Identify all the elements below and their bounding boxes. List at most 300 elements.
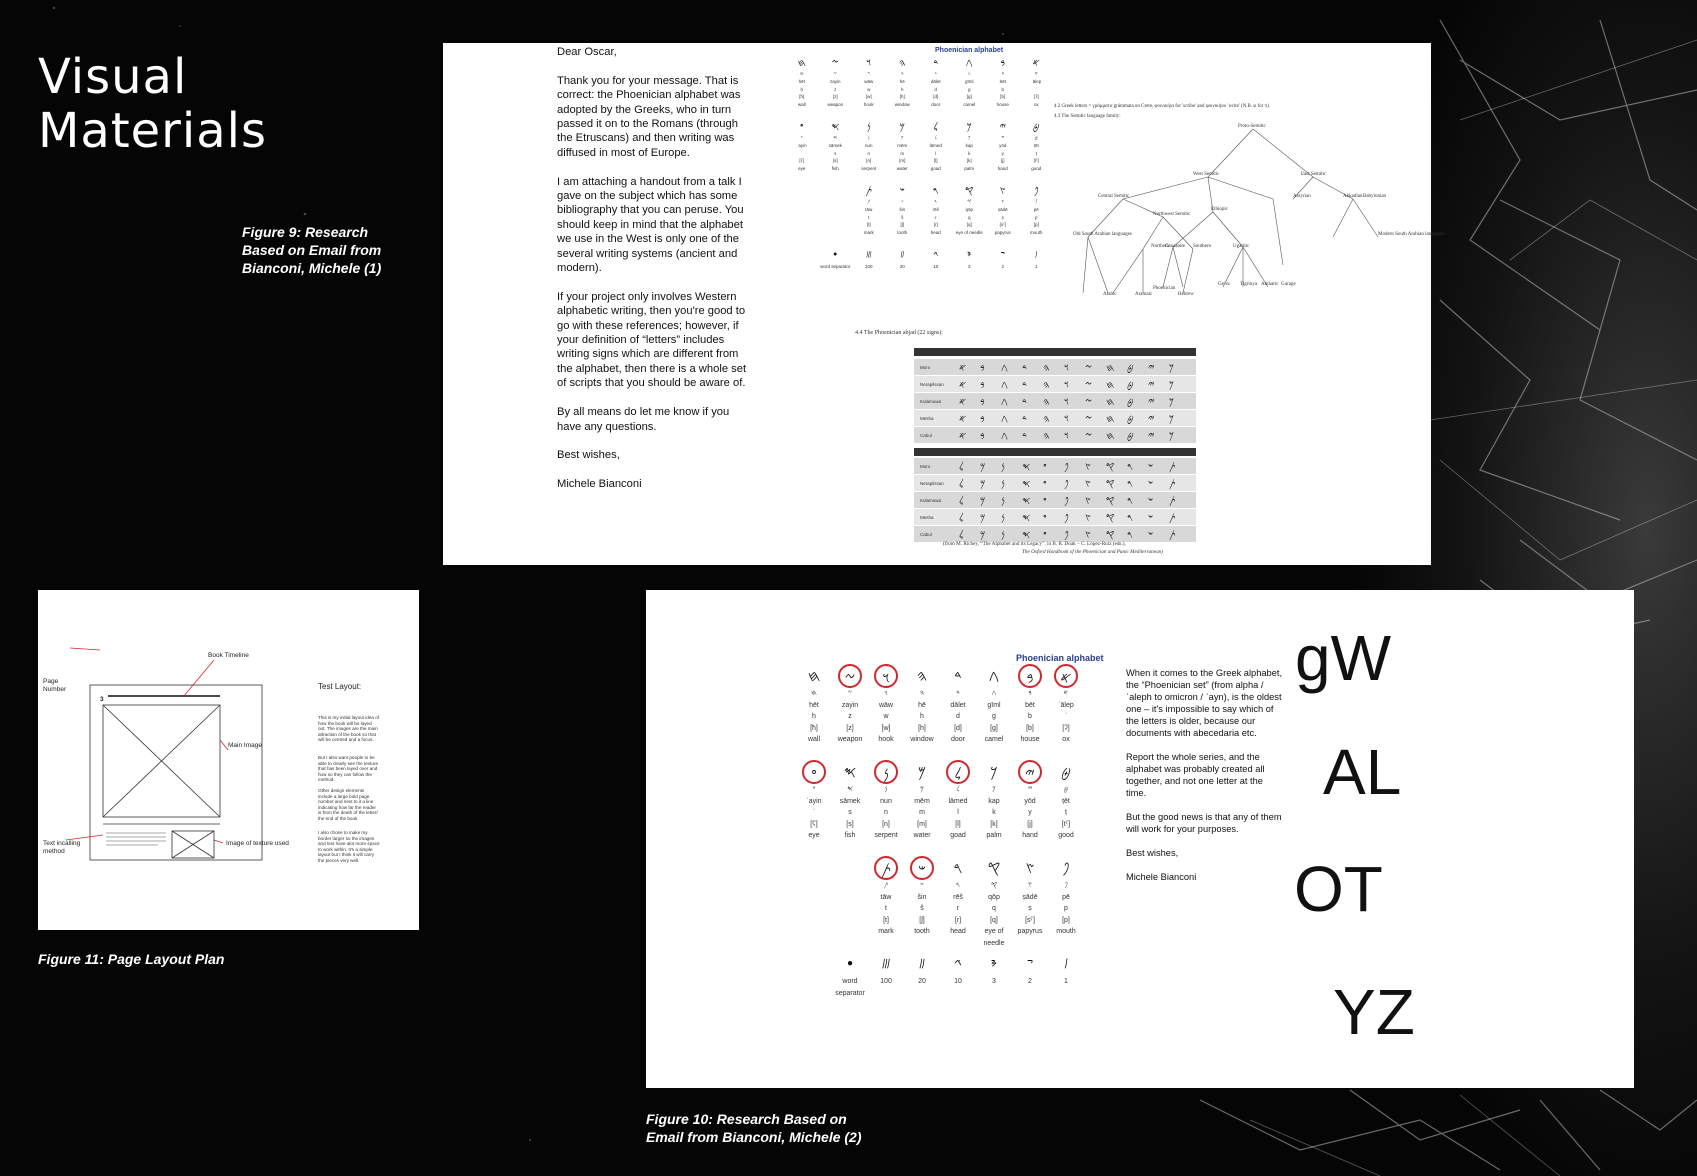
- abjad-glyph: 𐤋: [959, 513, 964, 524]
- abjad-row-label: Cabul: [920, 532, 932, 537]
- glyph-detail: l: [957, 809, 959, 816]
- phoenician-glyph: 𐤉: [999, 122, 1006, 133]
- abjad-glyph: 𐤏: [1043, 462, 1047, 473]
- glyph-detail: water: [913, 832, 931, 839]
- alphabet-letter: [919, 57, 953, 108]
- glyph-detail: papyrus: [994, 229, 1011, 235]
- alphabet-letter: [1020, 57, 1054, 108]
- glyph-variant: 𐤈: [1034, 136, 1038, 141]
- glyph-detail: [sˤ]: [1025, 916, 1035, 924]
- alphabet-letter: [868, 664, 904, 746]
- phoenician-glyph: 𐤐: [1062, 859, 1070, 877]
- phoenician-alphabet-table: [796, 664, 1096, 1004]
- abjad-glyph: 𐤈: [1127, 397, 1134, 408]
- abjad-glyph: 𐤒: [1106, 479, 1115, 490]
- tree-node-label: Babylonian: [1363, 194, 1387, 199]
- excerpt-paragraph: But the good news is that any of them will work for your purposes.: [1126, 812, 1282, 834]
- glyph-detail: mēm: [897, 143, 908, 149]
- alphabet-letter: [904, 664, 940, 746]
- abjad-glyph: 𐤑: [1085, 479, 1091, 490]
- abjad-row-bg: [914, 475, 1196, 491]
- glyph-detail: [ʔ]: [1062, 724, 1070, 732]
- glyph-detail: eye: [808, 832, 820, 839]
- phoenician-glyph: 𐤑: [999, 186, 1006, 197]
- alphabet-letter: [1012, 856, 1048, 938]
- phoenician-glyph: 𐤙: [933, 250, 939, 261]
- glyph-detail: tāw: [865, 207, 873, 213]
- alphabet-letter: [819, 57, 853, 108]
- abjad-glyph: 𐤅: [1064, 397, 1069, 408]
- abjad-glyph: 𐤂: [1001, 397, 1008, 408]
- phoenician-glyph: 𐤌: [899, 122, 905, 133]
- glyph-variant: 𐤔: [920, 881, 924, 889]
- abjad-glyph: 𐤋: [959, 530, 964, 541]
- abjad-glyph: 𐤎: [1022, 513, 1031, 524]
- glyph-detail: window: [894, 101, 910, 107]
- glyph-detail: [sˤ]: [999, 222, 1006, 228]
- abjad-glyph: 𐤈: [1127, 431, 1134, 442]
- glyph-detail: pē: [1033, 207, 1039, 213]
- phoenician-glyph: 𐤀: [1054, 664, 1078, 688]
- alphabet-letter: [904, 856, 940, 938]
- phoenician-glyph: 𐤊: [966, 122, 972, 133]
- alphabet-letter: [919, 185, 953, 236]
- glyph-detail: bēt: [1025, 701, 1035, 709]
- tree-node-label: Proto-Semitic: [1238, 124, 1266, 129]
- glyph-detail: [g]: [966, 94, 972, 100]
- abjad-glyph: 𐤁: [980, 414, 985, 425]
- abjad-glyph: 𐤔: [1148, 496, 1154, 507]
- abjad-glyph: 𐤎: [1022, 462, 1031, 473]
- phoenician-glyph: 𐤄: [916, 667, 928, 685]
- glyph-variant: 𐤏: [800, 136, 803, 141]
- glyph-detail: [z]: [846, 724, 854, 732]
- abjad-glyph: 𐤕: [1169, 479, 1176, 490]
- tree-node-label: Gurage: [1281, 282, 1296, 287]
- layout-note: This is my initial layout idea of how the book will be layed out. The images are the main attraction of the book so that will be centred and a focus.: [318, 715, 380, 743]
- abjad-glyph: 𐤄: [1043, 397, 1050, 408]
- glyph-detail: palm: [986, 832, 1002, 839]
- abjad-glyph: 𐤄: [1043, 380, 1050, 391]
- phoenician-glyph: 𐤗: [1026, 955, 1034, 973]
- glyph-variant: 𐤕: [867, 200, 871, 205]
- alphabet-letter: [886, 121, 920, 172]
- test-layout-heading: Test Layout:: [318, 682, 362, 691]
- glyph-variant: 𐤃: [934, 72, 937, 77]
- alphabet-letter: [940, 760, 976, 842]
- glyph-detail: hand: [997, 165, 1008, 171]
- abjad-glyph: 𐤕: [1169, 513, 1176, 524]
- alphabet-letter: [953, 185, 987, 236]
- abjad-glyph: 𐤍: [1001, 530, 1005, 541]
- phoenician-abjad-table: [914, 348, 1196, 541]
- texture-image-label: Image of texture used: [226, 840, 289, 847]
- glyph-detail: papyrus: [1017, 928, 1043, 935]
- glyph-variant: 𐤁: [1028, 689, 1032, 697]
- phoenician-glyph: 𐤒: [965, 186, 974, 197]
- glyph-detail: [z]: [832, 94, 838, 100]
- glyph-detail: [k]: [966, 158, 972, 164]
- tree-node-label: Central Semitic: [1098, 194, 1130, 199]
- glyph-detail: [g]: [990, 724, 998, 732]
- glyph-detail: k: [992, 809, 996, 816]
- glyph-detail: door: [950, 736, 965, 743]
- phoenician-glyph: 𐤃: [954, 667, 962, 685]
- abjad-glyph: 𐤃: [1022, 380, 1027, 391]
- glyph-variant: 𐤌: [901, 136, 904, 141]
- glyph-detail: g: [992, 713, 996, 720]
- glyph-variant: 𐤔: [901, 200, 904, 205]
- abjad-glyph: 𐤍: [1001, 513, 1005, 524]
- glyph-detail: ḥ: [812, 713, 816, 720]
- abjad-glyph: 𐤀: [959, 363, 967, 374]
- glyph-detail: eye of needle: [983, 928, 1005, 947]
- glyph-detail: n: [884, 809, 888, 816]
- phoenician-glyph: •: [832, 250, 839, 261]
- glyph-detail: [b]: [1000, 94, 1006, 100]
- glyph-detail: ʿayin: [796, 143, 807, 149]
- abjad-glyph: 𐤂: [1001, 380, 1008, 391]
- tree-note-2: 4.3 The Semitic language family:: [1054, 114, 1121, 119]
- figure-9-caption: Figure 9: Research Based on Email from Bianconi, Michele (1): [242, 224, 382, 276]
- glyph-detail: hand: [1022, 832, 1038, 839]
- alphabet-letter: [919, 249, 953, 270]
- glyph-detail: š: [920, 905, 924, 912]
- glyph-detail: y: [1001, 150, 1004, 156]
- glyph-variant: 𐤀: [1063, 689, 1069, 697]
- abjad-glyph: 𐤓: [1127, 479, 1133, 490]
- abjad-glyph: 𐤊: [1169, 380, 1174, 391]
- glyph-detail: kap: [965, 143, 973, 149]
- abjad-glyph: 𐤏: [1043, 496, 1047, 507]
- abjad-glyph: 𐤁: [980, 431, 985, 442]
- abjad-glyph: 𐤊: [1169, 363, 1174, 374]
- glyph-detail: ṣ: [1001, 214, 1004, 220]
- layout-note: Other design elements include a large bold page number and next to it a line indicating how far the reader is from the death of the letter/ the end of the book.: [318, 788, 378, 821]
- abjad-glyph: 𐤉: [1148, 431, 1155, 442]
- abjad-glyph: 𐤀: [959, 431, 967, 442]
- glyph-detail: lāmed: [948, 797, 968, 805]
- glyph-detail: hē: [918, 701, 926, 709]
- alphabet-letter: [886, 185, 920, 236]
- abjad-glyph: 𐤍: [1001, 496, 1005, 507]
- glyph-detail: 1: [1064, 978, 1068, 985]
- glyph-detail: goad: [930, 165, 941, 171]
- abjad-glyph: 𐤇: [1106, 380, 1115, 391]
- abjad-row-bg: [914, 492, 1196, 508]
- phoenician-glyph: 𐤈: [1061, 763, 1071, 781]
- alphabet-letter: [904, 952, 940, 988]
- letter-closing: Best wishes,: [557, 449, 620, 462]
- glyph-detail: yōd: [1024, 797, 1036, 805]
- abjad-glyph: 𐤐: [1064, 479, 1069, 490]
- glyph-variant: 𐤋: [956, 785, 960, 793]
- alphabet-table-title: Phoenician alphabet: [1016, 653, 1104, 663]
- letter-pair: AL: [1323, 736, 1402, 808]
- glyph-detail: wall: [807, 736, 821, 743]
- phoenician-glyph: 𐤕: [865, 186, 873, 197]
- glyph-detail: word separator: [835, 978, 865, 997]
- phoenician-glyph: 𐤅: [874, 664, 898, 688]
- glyph-variant: 𐤈: [1063, 785, 1069, 793]
- abjad-glyph: 𐤄: [1043, 431, 1050, 442]
- glyph-detail: gīml: [987, 701, 1001, 709]
- tree-node-label: Hebrew: [1178, 292, 1194, 297]
- phoenician-glyph: 𐤈: [1032, 122, 1040, 133]
- glyph-detail: [n]: [882, 820, 890, 828]
- alphabet-letter: [796, 664, 832, 746]
- glyph-detail: serpent: [874, 832, 898, 839]
- abjad-glyph: 𐤏: [1043, 513, 1047, 524]
- abjad-glyph: 𐤉: [1148, 397, 1155, 408]
- small-alphabet-table: [785, 57, 1055, 297]
- figure-11-panel: [38, 590, 419, 930]
- glyph-detail: [j]: [1000, 158, 1005, 164]
- alphabet-letter: [819, 249, 853, 270]
- tree-node-label: Ethiopic: [1211, 207, 1228, 212]
- glyph-variant: 𐤊: [992, 785, 996, 793]
- glyph-detail: ʾ: [1035, 86, 1037, 92]
- abjad-label: 4.4 The Phoenician abjad (22 signs):: [855, 330, 943, 336]
- glyph-detail: ṣ: [1028, 905, 1032, 912]
- letter-pair: YZ: [1333, 976, 1415, 1048]
- letter-paragraph: Thank you for your message. That is correct: the Phoenician alphabet was adopted by the Greeks, who in turn passed it on to the Romans (through the Etruscans) and then writing was diffused in most of Europe.: [557, 74, 741, 159]
- glyph-detail: p: [1064, 905, 1068, 912]
- glyph-detail: sāmek: [839, 797, 861, 805]
- abjad-glyph: 𐤊: [1169, 431, 1174, 442]
- glyph-detail: camel: [984, 736, 1004, 743]
- glyph-detail: fish: [831, 165, 839, 171]
- abjad-glyph: 𐤉: [1148, 414, 1155, 425]
- glyph-detail: kap: [988, 797, 1000, 805]
- phoenician-glyph: 𐤆: [838, 664, 862, 688]
- glyph-detail: ʿ: [812, 809, 816, 816]
- glyph-detail: zayin: [829, 79, 841, 85]
- glyph-detail: h: [920, 713, 924, 720]
- glyph-detail: ṣādē: [997, 207, 1008, 213]
- glyph-detail: m: [900, 150, 905, 156]
- abjad-glyph: 𐤋: [959, 462, 964, 473]
- page-number-value: 3: [100, 696, 104, 703]
- glyph-detail: s: [834, 150, 837, 156]
- phoenician-glyph: 𐤎: [831, 122, 840, 133]
- alphabet-letter: [1048, 664, 1084, 746]
- glyph-detail: wāw: [878, 701, 893, 709]
- glyph-variant: 𐤄: [919, 689, 925, 697]
- glyph-detail: pē: [1062, 893, 1070, 901]
- phoenician-glyph: 𐤆: [831, 58, 839, 69]
- alphabet-letter: [819, 121, 853, 172]
- glyph-detail: [t]: [866, 222, 871, 228]
- abjad-glyph: 𐤆: [1085, 380, 1093, 391]
- abjad-glyph: 𐤔: [1148, 530, 1154, 541]
- abjad-glyph: 𐤁: [980, 380, 985, 391]
- abjad-glyph: 𐤌: [980, 479, 986, 490]
- phoenician-glyph: 𐤒: [987, 859, 1001, 877]
- glyph-detail: 20: [918, 978, 926, 985]
- glyph-detail: d: [934, 86, 937, 92]
- glyph-detail: camel: [963, 101, 976, 107]
- glyph-detail: [l]: [933, 158, 938, 164]
- glyph-detail: head: [930, 229, 941, 235]
- glyph-detail: weapon: [837, 736, 863, 743]
- abjad-row-label: Moro: [920, 464, 931, 469]
- glyph-detail: eye of needle: [955, 229, 983, 235]
- abjad-glyph: 𐤔: [1148, 479, 1154, 490]
- phoenician-glyph: 𐤑: [1025, 859, 1035, 877]
- abjad-glyph: 𐤅: [1064, 431, 1069, 442]
- phoenician-glyph: 𐤍: [874, 760, 898, 784]
- glyph-detail: ṣādē: [1022, 893, 1038, 901]
- alphabet-letter: [986, 57, 1020, 108]
- email-excerpt: [1126, 667, 1284, 895]
- glyph-variant: 𐤋: [934, 136, 937, 141]
- alphabet-letter: [940, 664, 976, 746]
- glyph-detail: s: [848, 809, 852, 816]
- abjad-glyph: 𐤎: [1022, 479, 1031, 490]
- phoenician-glyph: 𐤏: [802, 760, 826, 784]
- glyph-detail: z: [848, 713, 852, 720]
- page-number-label: Page Number: [43, 678, 67, 693]
- phoenician-glyph: 𐤉: [1018, 760, 1042, 784]
- glyph-detail: [k]: [990, 820, 998, 828]
- abjad-glyph: 𐤑: [1085, 462, 1091, 473]
- alphabet-letter: [852, 121, 886, 172]
- glyph-detail: [m]: [917, 820, 927, 828]
- glyph-detail: 2: [1001, 264, 1004, 269]
- alphabet-letter: [852, 57, 886, 108]
- alphabet-letter: [1048, 856, 1084, 938]
- glyph-detail: lāmed: [929, 143, 942, 149]
- abjad-row-label: Nerapilssan: [920, 481, 944, 486]
- glyph-detail: ʾālep: [1058, 701, 1074, 709]
- letter-paragraph: I am attaching a handout from a talk I gave on the subject which has some bibliography that you can peruse. You should keep in mind that the alphabet we use in the West is only one of the several writing systems (ancient and modern).: [557, 175, 744, 275]
- glyph-variant: 𐤃: [956, 689, 960, 697]
- letter-paragraph: If your project only involves Western alphabetic writing, then you're good to go with these references; however, if your definition of “letters” includes writing signs which are different from the alphabet, then there is a whole set of scripts that you should be aware of.: [557, 290, 747, 390]
- glyph-detail: š: [901, 214, 904, 220]
- glyph-detail: [r]: [954, 916, 962, 924]
- glyph-variant: 𐤇: [811, 689, 817, 697]
- glyph-detail: [p]: [1033, 222, 1039, 228]
- phoenician-glyph: 𐤀: [1032, 58, 1040, 69]
- glyph-detail: ḥ: [800, 86, 803, 92]
- abjad-glyph: 𐤔: [1148, 462, 1154, 473]
- glyph-detail: q: [967, 214, 971, 220]
- glyph-detail: r: [935, 214, 937, 220]
- alphabet-letter: [832, 760, 868, 842]
- glyph-variant: 𐤕: [883, 881, 889, 889]
- phoenician-glyph: 𐤋: [946, 760, 970, 784]
- glyph-detail: house: [996, 101, 1009, 107]
- alphabet-letter: [919, 121, 953, 172]
- abjad-glyph: 𐤏: [1043, 530, 1047, 541]
- glyph-detail: goad: [950, 832, 966, 839]
- phoenician-glyph: 𐤚: [900, 250, 905, 261]
- phoenician-glyph: 𐤔: [910, 856, 934, 880]
- abjad-glyph: 𐤃: [1022, 397, 1027, 408]
- glyph-variant: 𐤂: [967, 72, 971, 77]
- abjad-glyph: 𐤋: [959, 479, 964, 490]
- alphabet-letter: [976, 664, 1012, 746]
- phoenician-glyph: 𐤐: [1033, 186, 1039, 197]
- abjad-row-label: Nerapilssan: [920, 382, 944, 387]
- glyph-detail: ṭ: [1035, 150, 1037, 156]
- glyph-detail: dālet: [950, 701, 966, 709]
- title-line-1: Visual: [38, 49, 188, 105]
- tree-node-label: Ugaritic: [1233, 244, 1250, 249]
- phoenician-glyph: 𐤁: [1018, 664, 1042, 688]
- phoenician-glyph: •: [845, 955, 855, 973]
- phoenician-glyph: 𐤚: [918, 955, 926, 973]
- figure-10-panel: [646, 590, 1634, 1088]
- glyph-detail: b: [1001, 86, 1004, 92]
- glyph-detail: 3: [992, 978, 996, 985]
- glyph-variant: 𐤀: [1034, 72, 1038, 77]
- alphabet-letter: [868, 952, 904, 988]
- abjad-glyph: 𐤄: [1043, 414, 1050, 425]
- glyph-detail: door: [931, 101, 941, 107]
- abjad-glyph: 𐤓: [1127, 530, 1133, 541]
- glyph-detail: weapon: [827, 101, 844, 107]
- glyph-detail: wāw: [864, 79, 874, 85]
- book-timeline-label: Book Timeline: [208, 652, 249, 659]
- glyph-detail: gīml: [964, 79, 974, 85]
- glyph-detail: ʾ: [1064, 713, 1068, 720]
- abjad-glyph: 𐤐: [1064, 462, 1069, 473]
- glyph-detail: ṭēt: [1062, 797, 1070, 805]
- abjad-glyph: 𐤎: [1022, 530, 1031, 541]
- glyph-detail: fish: [844, 832, 856, 839]
- glyph-detail: ṭ: [1065, 809, 1067, 816]
- glyph-detail: ox: [1062, 736, 1070, 743]
- glyph-variant: 𐤊: [968, 136, 971, 141]
- glyph-detail: šin: [899, 207, 906, 213]
- alphabet-letter: [986, 185, 1020, 236]
- glyph-detail: nun: [880, 797, 892, 805]
- glyph-detail: [tˤ]: [1061, 820, 1071, 828]
- phoenician-glyph: 𐤇: [807, 667, 821, 685]
- glyph-variant: 𐤅: [884, 689, 888, 697]
- abjad-glyph: 𐤌: [980, 462, 986, 473]
- phoenician-glyph: 𐤙: [954, 955, 962, 973]
- abjad-glyph: 𐤉: [1148, 380, 1155, 391]
- phoenician-glyph: 𐤎: [843, 763, 857, 781]
- tree-node-label: Aramaic: [1135, 292, 1153, 297]
- alphabet-letter: [976, 952, 1012, 988]
- abjad-glyph: 𐤊: [1169, 397, 1174, 408]
- abjad-glyph: 𐤅: [1064, 380, 1069, 391]
- main-image-label: Main Image: [228, 742, 262, 749]
- glyph-variant: 𐤓: [955, 881, 961, 889]
- glyph-detail: hook: [878, 736, 894, 743]
- glyph-detail: water: [896, 165, 908, 171]
- abjad-glyph: 𐤐: [1064, 496, 1069, 507]
- glyph-detail: ʿ: [801, 150, 803, 156]
- abjad-glyph: 𐤐: [1064, 530, 1069, 541]
- phoenician-glyph: 𐤛: [865, 250, 872, 261]
- phoenician-glyph: 𐤏: [799, 122, 804, 133]
- abjad-glyph: 𐤀: [959, 380, 967, 391]
- tree-node-label: Phoenician: [1153, 286, 1176, 291]
- phoenician-glyph: 𐤃: [933, 58, 939, 69]
- glyph-detail: ṭēt: [1033, 143, 1039, 149]
- alphabet-letter: [953, 121, 987, 172]
- alphabet-letter: [1012, 760, 1048, 842]
- phoenician-glyph: 𐤊: [990, 763, 998, 781]
- glyph-detail: 1: [1034, 264, 1038, 269]
- glyph-detail: good: [1058, 832, 1074, 839]
- glyph-detail: tooth: [897, 229, 908, 235]
